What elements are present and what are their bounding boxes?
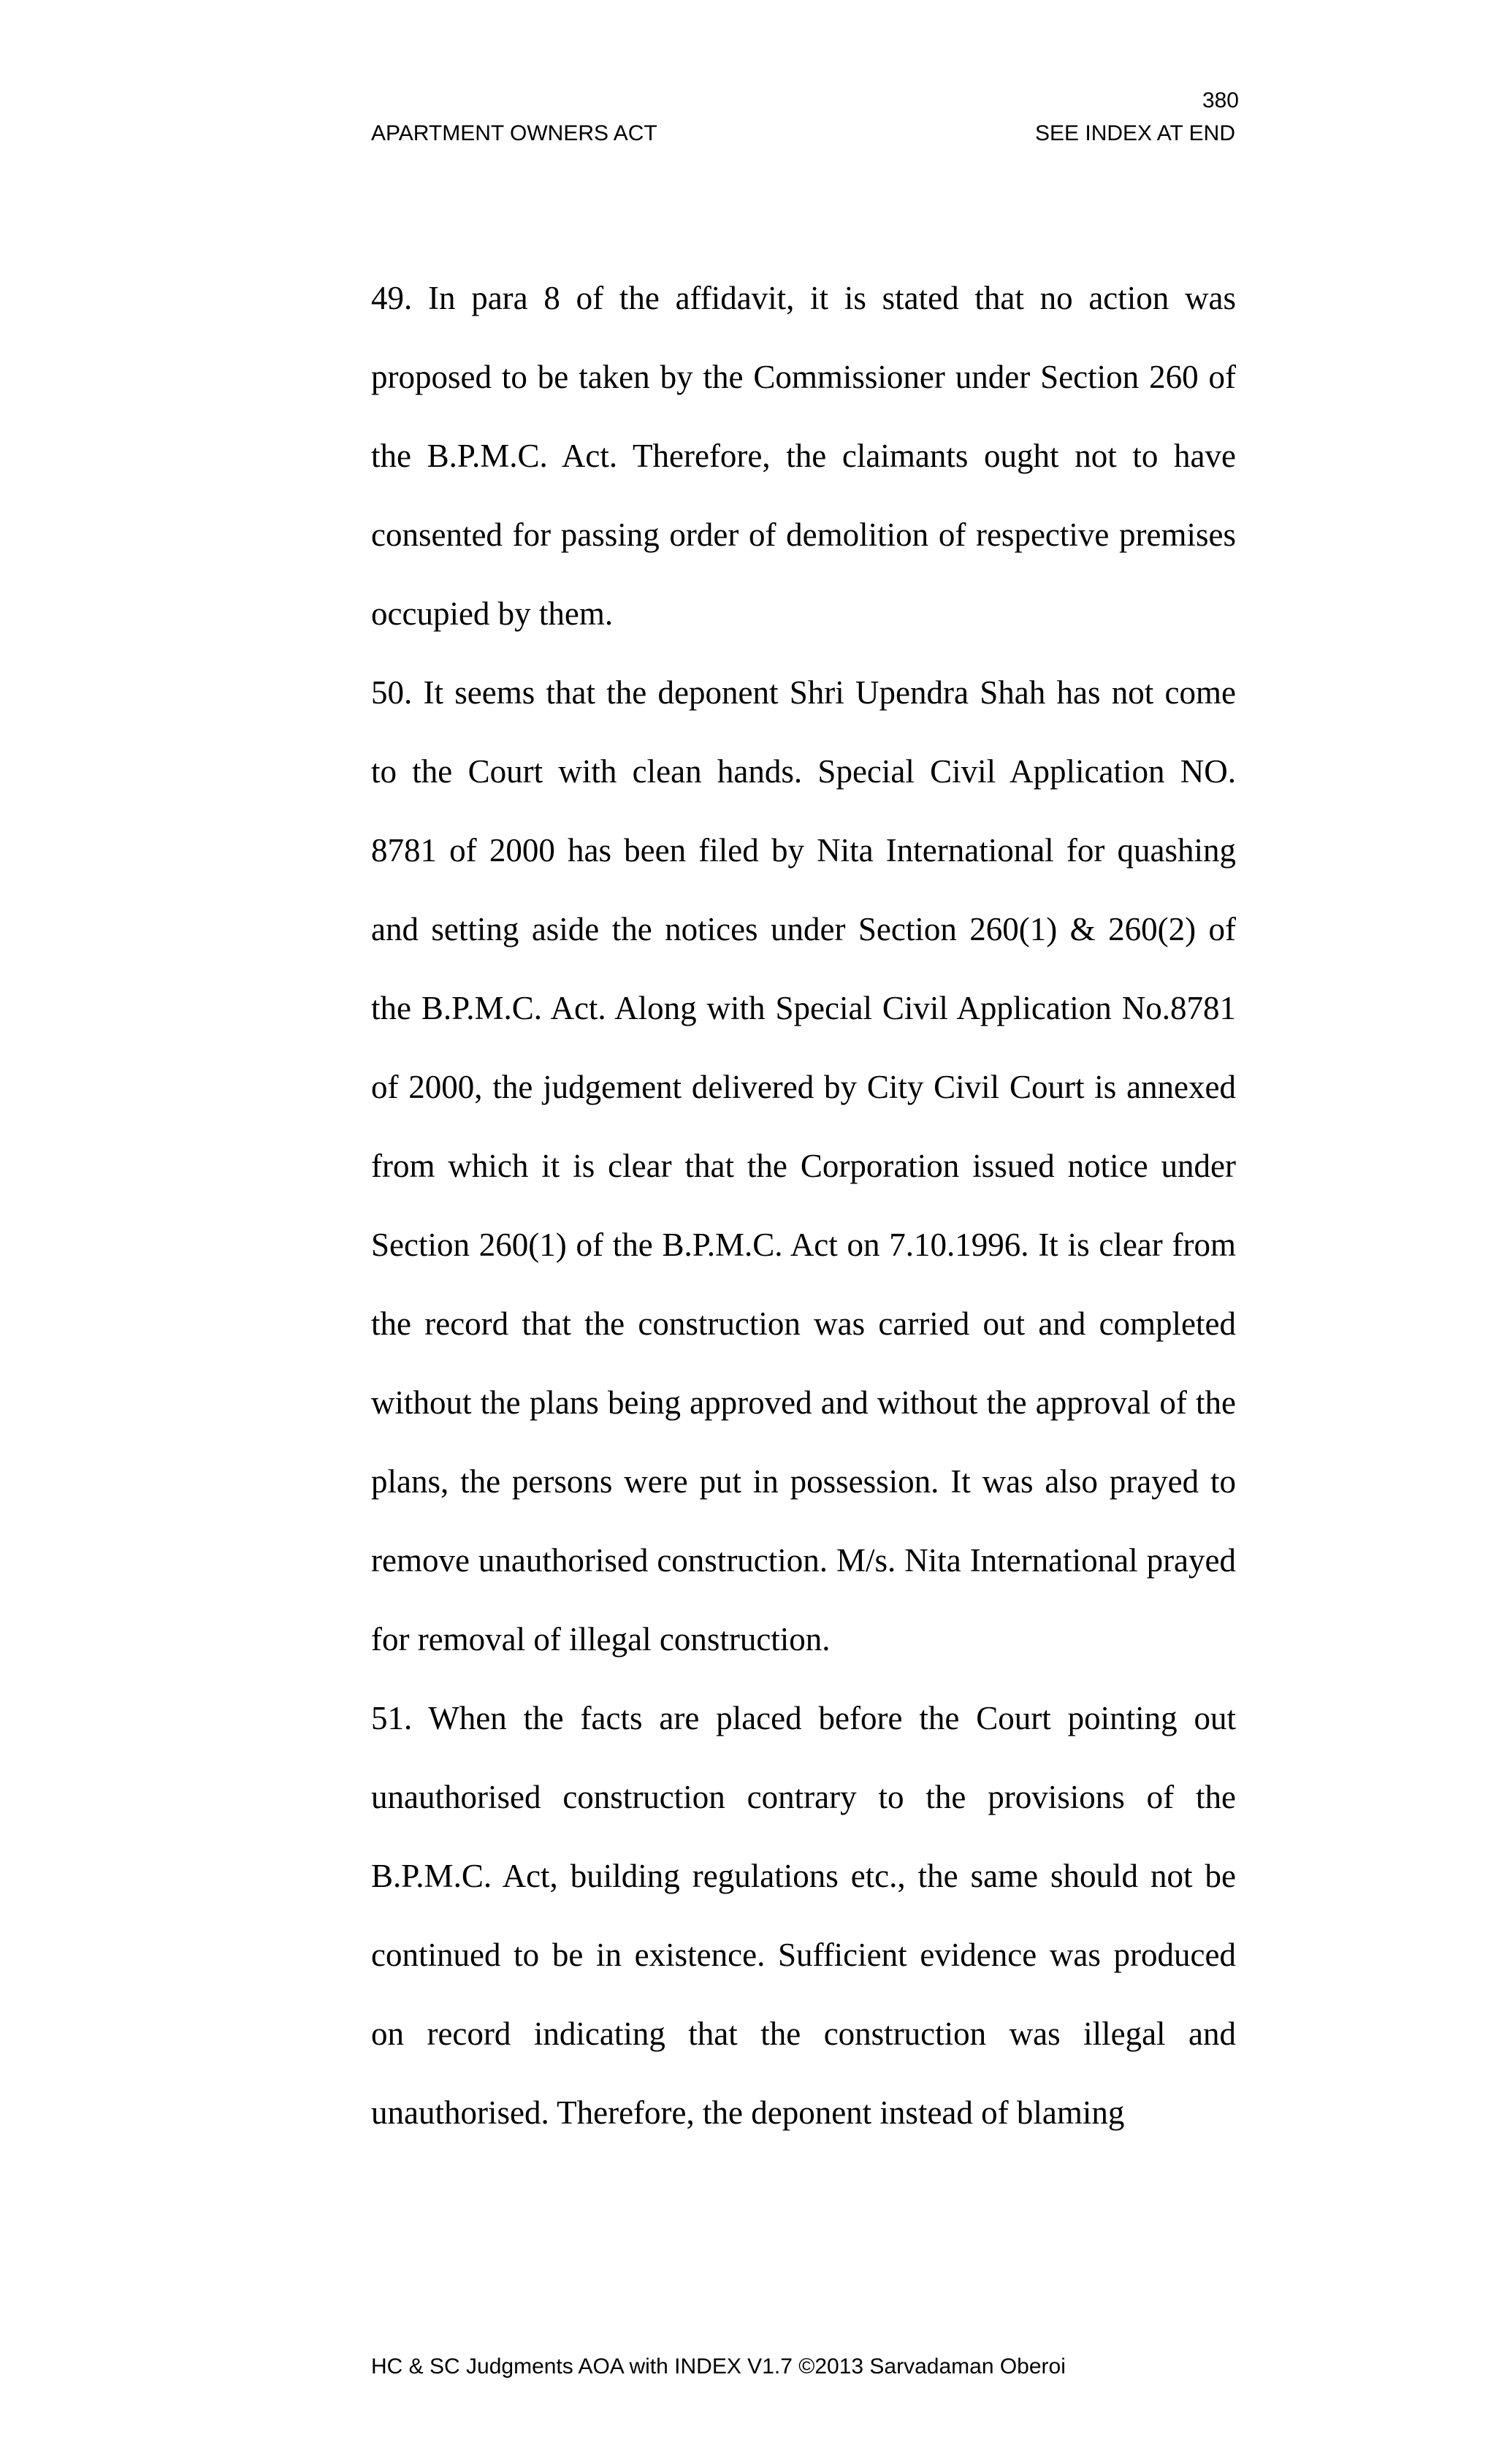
document-body [371, 259, 1236, 2152]
header-title: APARTMENT OWNERS ACT [371, 121, 657, 145]
page-number: 380 [1202, 88, 1239, 112]
page-footer: HC & SC Judgments AOA with INDEX V1.7 ©2013 Sarvadaman Oberoi [371, 2354, 1066, 2379]
paragraph-49: 49. In para 8 of the affidavit, it is stated that no action was proposed to be taken by the Commissioner under Section 260 of the B.P.M.C. Act. Therefore, the claimants ought not to have consented for passing order of demolition of respective premises occupied by them. [371, 280, 1236, 632]
header-index-note: SEE INDEX AT END [1035, 121, 1235, 145]
paragraph-51: 51. When the facts are placed before the Court pointing out unauthorised construction contrary to the provisions of the B.P.M.C. Act, building regulations etc., the same should not be continued to be in existence. Sufficient evidence was produced on record indicating that the construction was illegal and unauthorised. Therefore, the deponent instead of blaming [371, 1700, 1236, 2131]
paragraph-50: 50. It seems that the deponent Shri Upendra Shah has not come to the Court with clean hands. Special Civil Application NO. 8781 of 2000 has been filed by Nita International for quashing and setting aside the notices under Section 260(1) & 260(2) of the B.P.M.C. Act. Along with Special Civil Application No.8781 of 2000, the judgement delivered by City Civil Court is annexed from which it is clear that the Corporation issued notice under Section 260(1) of the B.P.M.C. Act on 7.10.1996. It is clear from the record that the construction was carried out and completed without the plans being approved and without the approval of the plans, the persons were put in possession. It was also prayed to remove unauthorised construction. M/s. Nita International prayed for removal of illegal construction. [371, 674, 1236, 1658]
running-header [371, 119, 1235, 148]
